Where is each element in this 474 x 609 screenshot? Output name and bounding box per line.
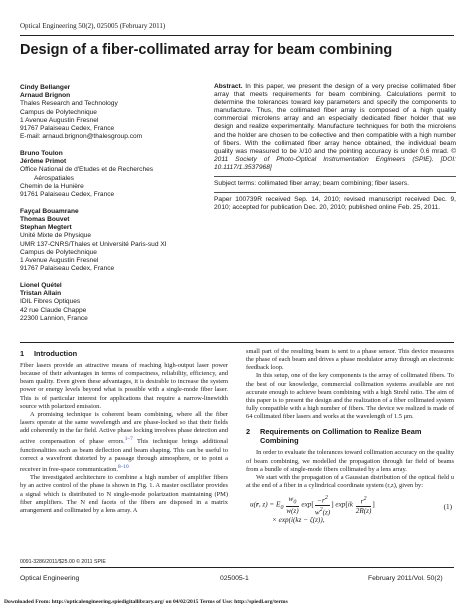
abstract-divider [214,176,456,177]
abstract-divider [214,192,456,193]
affiliation-line: UMR 137-CNRS/Thales et Université Paris-sud XI [20,240,167,248]
author-email: E-mail: arnaud.brignon@thalesgroup.com [20,133,143,141]
author-name: Cindy Bellanger [20,84,71,91]
affiliation-line: 91761 Palaiseau Cedex, France [20,191,115,199]
left-column [20,348,228,515]
body-paragraph: The investigated architecture to combine a high number of amplifier fibers by an active control of the phase is shown in Fig. 1. A master oscillator provides a signal which is distributed to N single-mode polarization maintaining (PM) fiber amplifiers. The N end facets of the fibers are disposed in a matrix arrangement and collimated by a lens array. A [20,474,228,514]
affiliation-line: 42 rue Claude Chappe [20,306,87,314]
paper-title: Design of a fiber-collimated array for beam combining [20,42,393,58]
affiliation-group [20,282,205,323]
affiliation-line: Office National de d'Etudes et de Recherches [20,166,154,174]
section-number: 2 [246,427,251,437]
issn-line: 0091-3286/2011/$25.00 © 2011 SPIE [20,559,106,565]
download-notice[interactable]: Downloaded From: http://opticalengineering.spiedigitallibrary.org/ on 04/02/2015 Terms of Use: http://spiedl.org/terms [4,599,288,605]
affiliation-line: 1 Avenue Augustin Fresnel [20,116,99,124]
affiliation-line: 22300 Lannion, France [20,314,88,322]
equation-line: × exp(i(kz − ζ(z)), [272,516,325,525]
equation-number: (1) [443,503,452,512]
affiliation-line: Campus de Polytechnique [20,248,97,256]
paragraph-text: A promising technique is coherent beam combining, where all the fiber lasers operate at the same wavelength and are phase-locked so that their fields add coherently in the far field. Active phase locking involves phase detection and active compensation of phase errors. [20,410,228,446]
body-paragraph: We start with the propagation of a Gaussian distribution of the optical field u at the end of a fiber in a cylindrical coordinate system (r,z), given by: [246,473,454,490]
footer-page-code: 025005-1 [220,575,249,582]
paragraph-text: This technique brings additional functionalities such as beam deflection and beam shaping. This can be useful to correct a wavefront distorted by a passage through atmosphere, or to point a receiver in free-space communication. [20,438,228,474]
author-name: Stephan Megtert [20,224,72,232]
footer-rule [20,567,454,568]
author-name: Jérôme Primot [20,158,67,166]
section-number: 1 [20,349,25,358]
body-paragraph: In order to evaluate the tolerances toward collimation accuracy on the quality of beam combining, we modelled the propagation through far field of beams from a bundle of single-mode fibers collimated by a lens array. [246,449,454,473]
section-title: Requirements on Collimation to Realize Beam [260,427,422,437]
subject-terms: Subject terms: collimated fiber array; beam combining; fiber lasers. [214,180,409,188]
author-name: Thomas Bouvet [20,216,70,224]
author-name: Fayçal Bouamrane [20,207,79,215]
body-paragraph: Fiber lasers provide an attractive means of reaching high-output laser power because of their advantages in terms of compactness, reliability, efficiency, and beam quality. Even given these advantages, it is desirable to increase the system power or energy levels beyond what is possible with a single-mode fiber laser. This is of particular interest for applications that require a narrow-linewidth source with polarized emission. [20,362,228,410]
affiliation-line: Aérospatiales [34,174,74,182]
journal-reference: Optical Engineering 50(2), 025005 (February 2011) [20,22,166,30]
author-affiliations [20,84,205,332]
affiliation-line: Unité Mixte de Physique [20,232,92,240]
abstract-block [214,83,456,212]
body-paragraph: small part of the resulting beam is sent to a phase sensor. This device measures the phase of each beam and drives a phase modulator array through an electronic feedback loop. [246,348,454,372]
footer-date-volume: February 2011/Vol. 50(2) [368,575,443,582]
abstract-copyright: © 2011 Society of Photo-Optical Instrumentation Engineers (SPIE). [DOI: 10.1117/1.3537968] [214,147,456,171]
citation-link[interactable]: 1–7 [124,436,133,443]
citation-link[interactable]: 8–10 [117,464,129,470]
affiliation-group [20,208,205,274]
affiliation-line: Thales Research and Technology [20,100,118,108]
affiliation-line: 1 Avenue Augustin Fresnel [20,257,99,265]
author-name: Lionel Quétel [20,282,62,290]
body-paragraph: In this setup, one of the key components is the array of collimated fibers. To the best of our knowledge, commercial collimation systems available are not accurate enough to achieve beam combining with a high Strehl ratio. The aim of this paper is to present the design and the realization of a fiber collimated system fully compatible with a high number of fibers. The device we realized is made of 64 collimated fiber lasers and works at the wavelength of 1.5 μm. [246,372,454,421]
right-column [246,348,454,528]
author-name: Bruno Toulon [20,150,63,158]
affiliation-line: Chemin de la Hunière [20,182,84,190]
affiliation-line: Campus de Polytechnique [20,108,97,116]
equation-line: u(r, $z) = E_0$ $\frac{w_0}{w(z)}$ exp[ $\frac{-r^2}{w^2(z)}$ ] exp[ik $\frac{r^2}{2R(z)}$ ] [250,494,375,516]
body-rule [20,342,454,343]
section-title-continued: Combining [260,436,299,446]
section-heading-requirements [246,427,454,445]
abstract-label: Abstract. [214,83,243,90]
affiliation-group [20,84,205,141]
body-paragraph [20,411,228,474]
equation-1 [246,494,454,528]
affiliation-line: 91767 Palaiseau Cedex, France [20,265,115,273]
affiliation-line: 91767 Palaiseau Cedex, France [20,125,115,133]
header-rule [20,35,454,36]
abstract-text: In this paper, we present the design of a very precise collimated fiber array that meets requirements for beam combining. Calculations permit to determine the tolerances toward key parameters and specify the components to manufacture. Thus, the collimated fiber array is composed of a high quality commercial microlens array and an especially dedicated fiber holder that we design and realize experimentally. Manufacture techniques for both the microlens and the holder are chosen to be collective and then compatible with a high number of fibers. With the collimated fiber array hence obtained, the individual beam quality was measured to be λ/10 and the pointing accuracy is under 0.6 mrad. [214,83,456,155]
section-heading-introduction [20,349,228,358]
paper-history: Paper 100739R received Sep. 14, 2010; revised manuscript received Dec. 9, 2010; accepted for publication Dec. 20, 2010; published online Feb. 25, 2011. [214,196,456,212]
affiliation-line: IDIL Fibres Optiques [20,298,81,306]
section-title: Introduction [34,349,78,358]
author-name: Tristan Allain [20,290,62,298]
footer-journal: Optical Engineering [20,575,80,582]
author-name: Arnaud Brignon [20,92,71,100]
affiliation-group [20,150,205,199]
